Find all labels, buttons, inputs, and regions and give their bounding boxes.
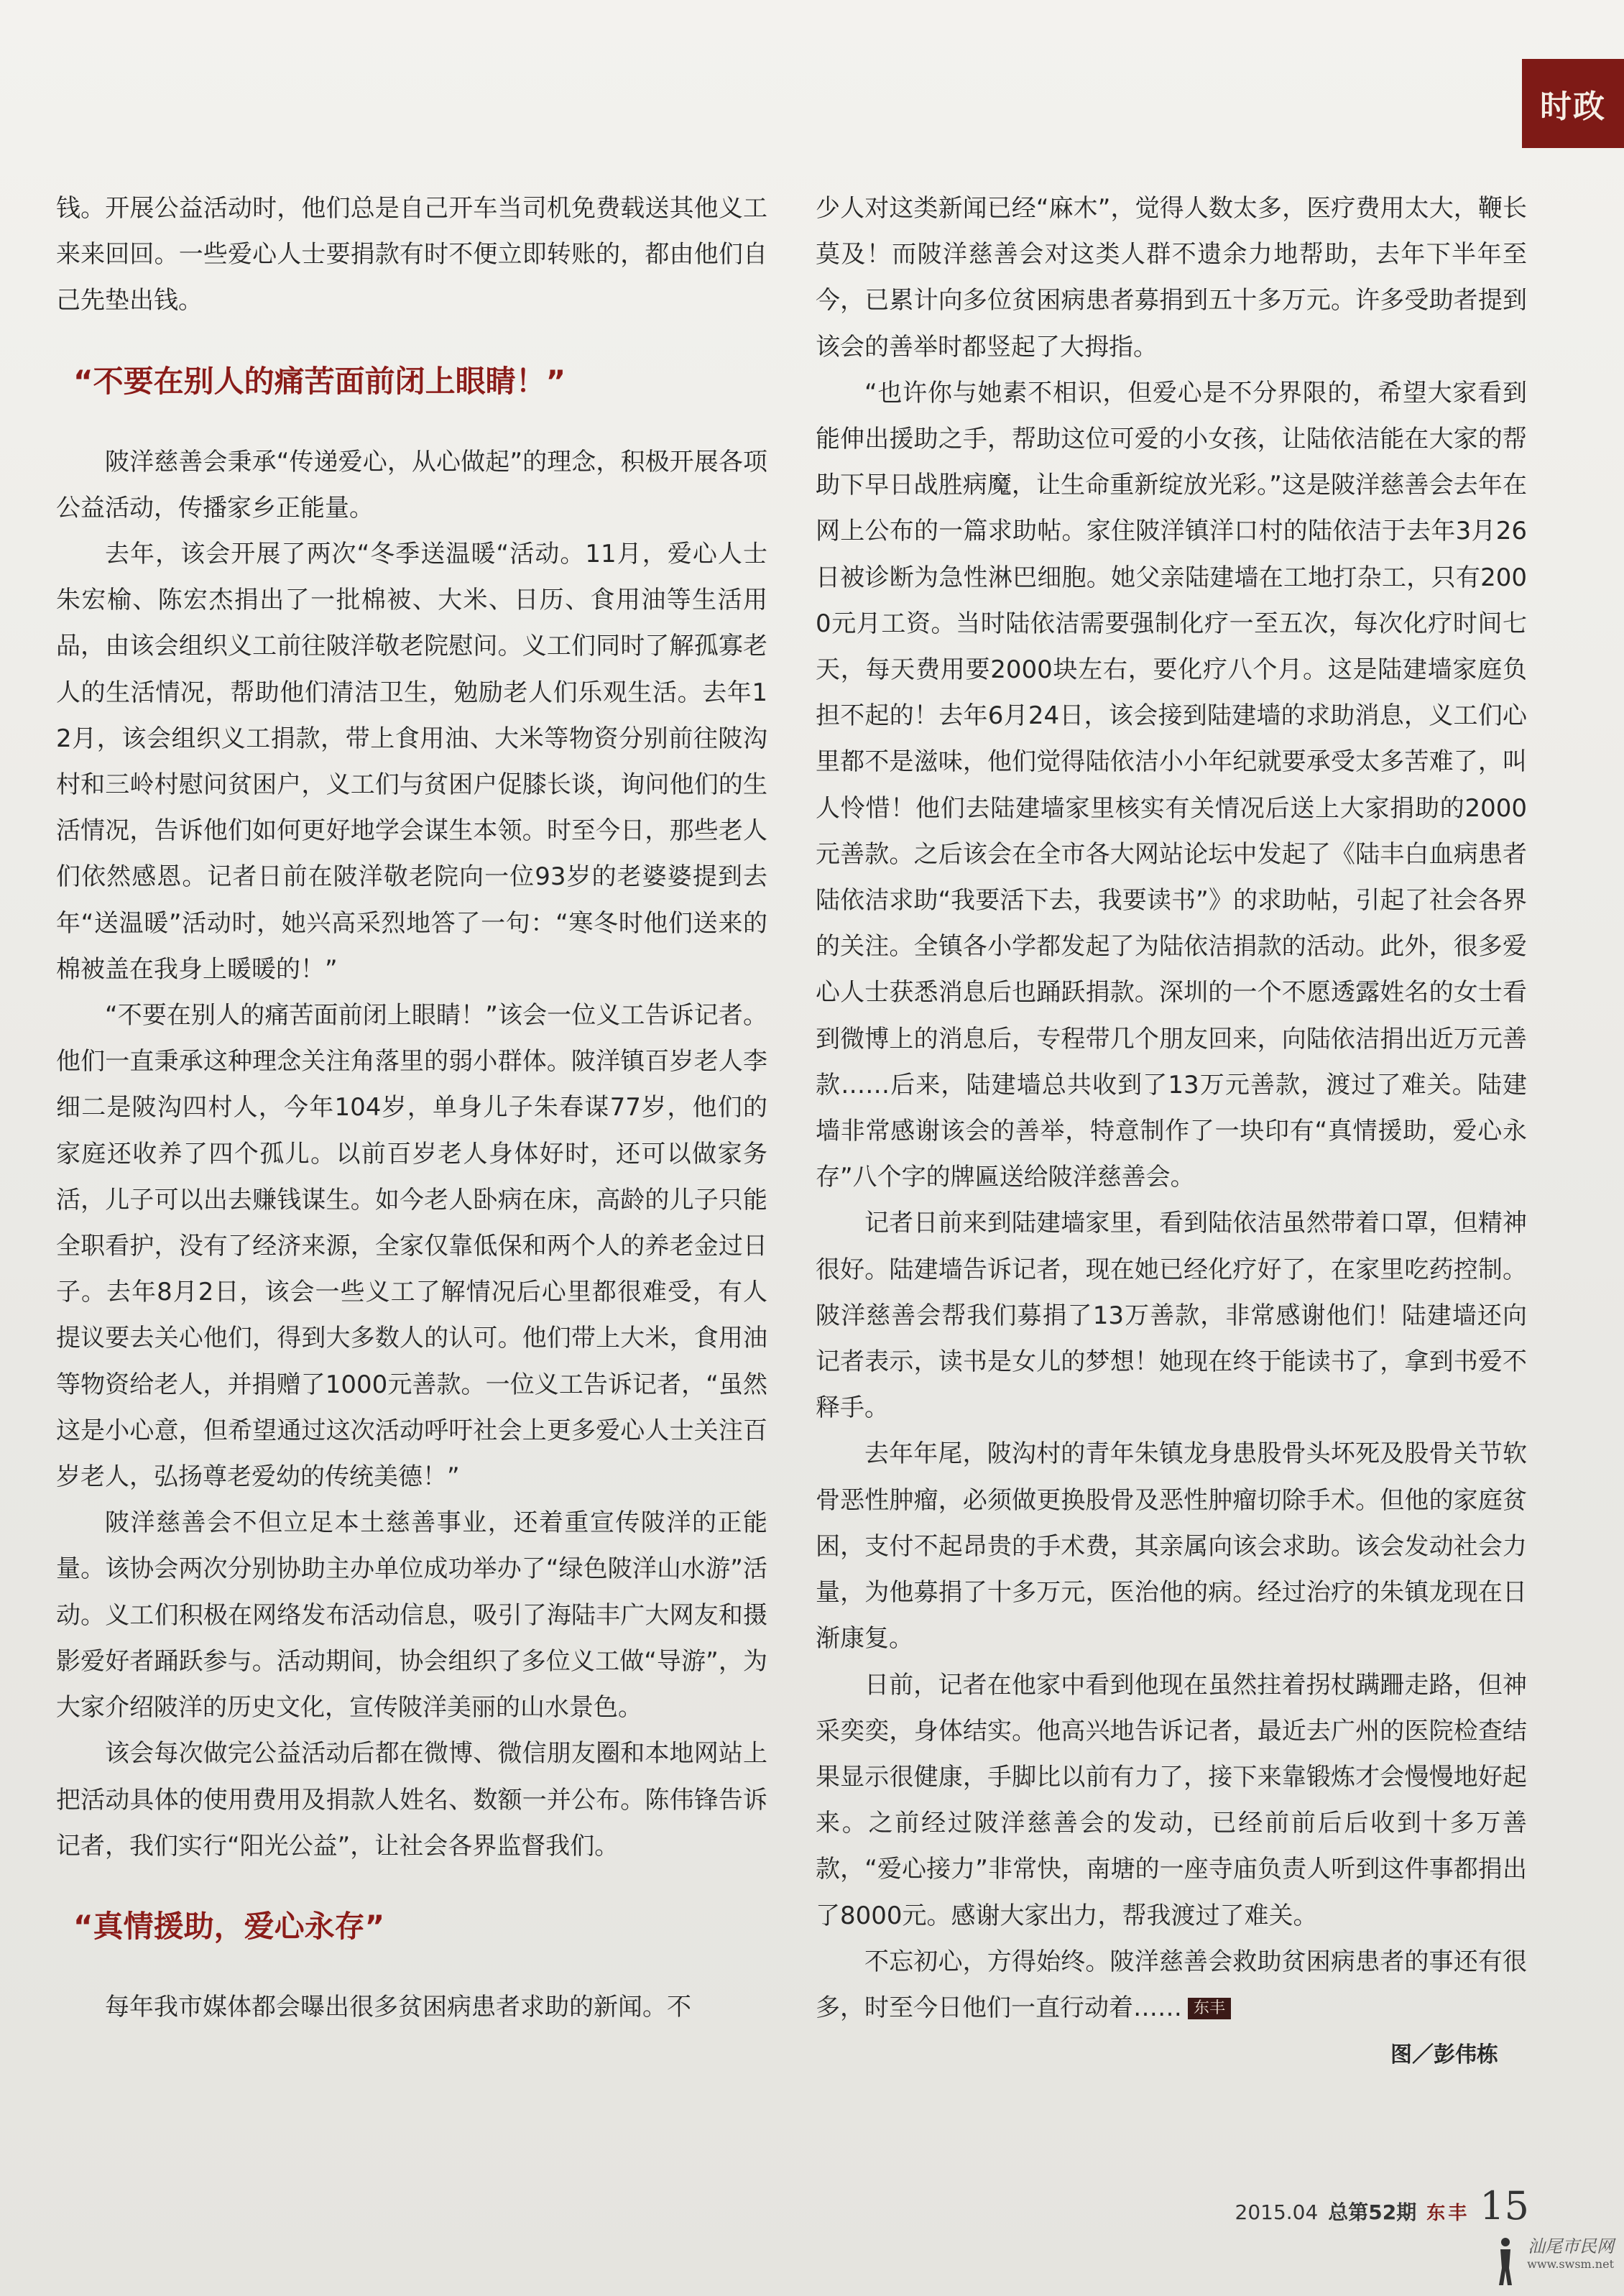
final-paragraph-text: 不忘初心，方得始终。陂洋慈善会救助贫困病患者的事还有很多，时至今日他们一直行动着…… [816, 1947, 1527, 2022]
page-footer [1235, 2183, 1530, 2226]
final-paragraph [816, 1939, 1527, 2031]
article-paragraph: “不要在别人的痛苦面前闭上眼睛！”该会一位义工告诉记者。他们一直秉承这种理念关注角落里的弱小群体。陂洋镇百岁老人李细二是陂沟四村人，今年104岁，单身儿子朱春谋77岁，他们的家庭还收养了四个孤儿。以前百岁老人身体好时，还可以做家务活，儿子可以出去赚钱谋生。如今老人卧病在床，高龄的儿子只能全职看护，没有了经济来源，全家仅靠低保和两个人的养老金过日子。去年8月2日，该会一些义工了解情况后心里都很难受，有人提议要去关心他们，得到大多数人的认可。他们带上大米，食用油等物资给老人，并捐赠了1000元善款。一位义工告诉记者，“虽然这是小心意，但希望通过这次活动呼吁社会上更多爱心人士关注百岁老人，弘扬尊老爱幼的传统美德！” [56, 1001, 767, 1492]
section-heading-1: “不要在别人的痛苦面前闭上眼睛！” [73, 363, 566, 399]
article-paragraph: 日前，记者在他家中看到他现在虽然拄着拐杖蹒跚走路，但神采奕奕，身体结实。他高兴地告诉记者，最近去广州的医院检查结果显示很健康，手脚比以前有力了，接下来靠锻炼才会慢慢地好起来。之前经过陂洋慈善会的发动，已经前前后后收到十多万善款，“爱心接力”非常快，南塘的一座寺庙负责人听到这件事都捐出了8000元。感谢大家出力，帮我渡过了难关。 [816, 1670, 1527, 1930]
right-column [816, 185, 1527, 2068]
section-tab [1522, 59, 1624, 148]
issue-date: 2015.04 [1235, 2200, 1319, 2224]
article-paragraph: “也许你与她素不相识，但爱心是不分界限的，希望大家看到能伸出援助之手，帮助这位可爱的小女孩，让陆依洁能在大家的帮助下早日战胜病魔，让生命重新绽放光彩。”这是陂洋慈善会去年在网上公布的一篇求助帖。家住陂洋镇洋口村的陆依洁于去年3月26日被诊断为急性淋巴细胞。她父亲陆建墙在工地打杂工，只有2000元月工资。当时陆依洁需要强制化疗一至五次，每次化疗时间七天，每天费用要2000块左右，要化疗八个月。这是陆建墙家庭负担不起的！去年6月24日，该会接到陆建墙的求助消息，义工们心里都不是滋味，他们觉得陆依洁小小年纪就要承受太多苦难了，叫人怜惜！他们去陆建墙家里核实有关情况后送上大家捐助的2000元善款。之后该会在全市各大网站论坛中发起了《陆丰白血病患者陆依洁求助“我要活下去，我要读书”》的求助帖，引起了社会各界的关注。全镇各小学都发起了为陆依洁捐款的活动。此外，很多爱心人士获悉消息后也踊跃捐款。深圳的一个不愿透露姓名的女士看到微博上的消息后，专程带几个朋友回来，向陆依洁捐出近万元善款……后来，陆建墙总共收到了13万元善款，渡过了难关。陆建墙非常感谢该会的善举，特意制作了一块印有“真情援助，爱心永存”八个字的牌匾送给陂洋慈善会。 [816, 378, 1527, 1192]
section-tab-label: 时政 [1540, 88, 1606, 125]
end-mark: 东丰 [1188, 1998, 1231, 2019]
issue-number: 总第52期 [1328, 2200, 1417, 2224]
photo-credit: 图／彭伟栋 [1390, 2042, 1498, 2068]
intro-paragraph: 钱。开展公益活动时，他们总是自己开车当司机免费载送其他义工来来回回。一些爱心人士要捐款有时不便立即转账的，都由他们自己先垫出钱。 [56, 194, 767, 315]
article-paragraph: 每年我市媒体都会曝出很多贫困病患者求助的新闻。不 [105, 1992, 691, 2021]
watermark [1527, 2232, 1614, 2271]
watermark-url: www.swsm.net [1527, 2257, 1614, 2271]
article-paragraph: 陂洋慈善会不但立足本土慈善事业，还着重宣传陂洋的正能量。该协会两次分别协助主办单位成功举办了“绿色陂洋山水游”活动。义工们积极在网络发布活动信息，吸引了海陆丰广大网友和摄影爱好者踊跃参与。活动期间，协会组织了多位义工做“导游”，为大家介绍陂洋的历史文化，宣传陂洋美丽的山水景色。 [56, 1508, 767, 1723]
left-column [56, 185, 767, 2030]
article-paragraph: 去年，该会开展了两次“冬季送温暖“活动。11月，爱心人士朱宏榆、陈宏杰捐出了一批棉被、大米、日历、食用油等生活用品，由该会组织义工前往陂洋敬老院慰问。义工们同时了解孤寡老人的生活情况，帮助他们清洁卫生，勉励老人们乐观生活。去年12月，该会组织义工捐款，带上食用油、大米等物资分别前往陂沟村和三岭村慰问贫困户，义工们与贫困户促膝长谈，询问他们的生活情况，告诉他们如何更好地学会谋生本领。时至今日，那些老人们依然感恩。记者日前在陂洋敬老院向一位93岁的老婆婆提到去年“送温暖”活动时，她兴高采烈地答了一句：“寒冬时他们送来的棉被盖在我身上暖暖的！” [56, 540, 767, 984]
watermark-text: 汕尾市民网 [1528, 2236, 1614, 2256]
magazine-brand: 东丰 [1426, 2203, 1470, 2224]
article-paragraph: 少人对这类新闻已经“麻木”，觉得人数太多，医疗费用太大，鞭长莫及！而陂洋慈善会对这类人群不遗余力地帮助，去年下半年至今，已累计向多位贫困病患者募捐到五十多万元。许多受助者提到该会的善举时都竖起了大拇指。 [816, 194, 1527, 361]
page-number: 15 [1480, 2183, 1529, 2228]
article-paragraph: 陂洋慈善会秉承“传递爱心，从心做起”的理念，积极开展各项公益活动，传播家乡正能量。 [56, 447, 767, 522]
article-paragraph: 去年年尾，陂沟村的青年朱镇龙身患股骨头坏死及股骨关节软骨恶性肿瘤，必须做更换股骨及恶性肿瘤切除手术。但他的家庭贫困，支付不起昂贵的手术费，其亲属向该会求助。该会发动社会力量，为他募捐了十多万元，医治他的病。经过治疗的朱镇龙现在日渐康复。 [816, 1439, 1527, 1654]
watermark-figure-icon [1496, 2236, 1515, 2287]
article-paragraph: 该会每次做完公益活动后都在微博、微信朋友圈和本地网站上把活动具体的使用费用及捐款人姓名、数额一并公布。陈伟锋告诉记者，我们实行“阳光公益”，让社会各界监督我们。 [56, 1739, 767, 1861]
section-heading-2: “真情援助，爱心永存” [73, 1908, 385, 1944]
article-paragraph: 记者日前来到陆建墙家里，看到陆依洁虽然带着口罩，但精神很好。陆建墙告诉记者，现在她已经化疗好了，在家里吃药控制。陂洋慈善会帮我们募捐了13万善款，非常感谢他们！陆建墙还向记者表示，读书是女儿的梦想！她现在终于能读书了，拿到书爱不释手。 [816, 1209, 1527, 1423]
